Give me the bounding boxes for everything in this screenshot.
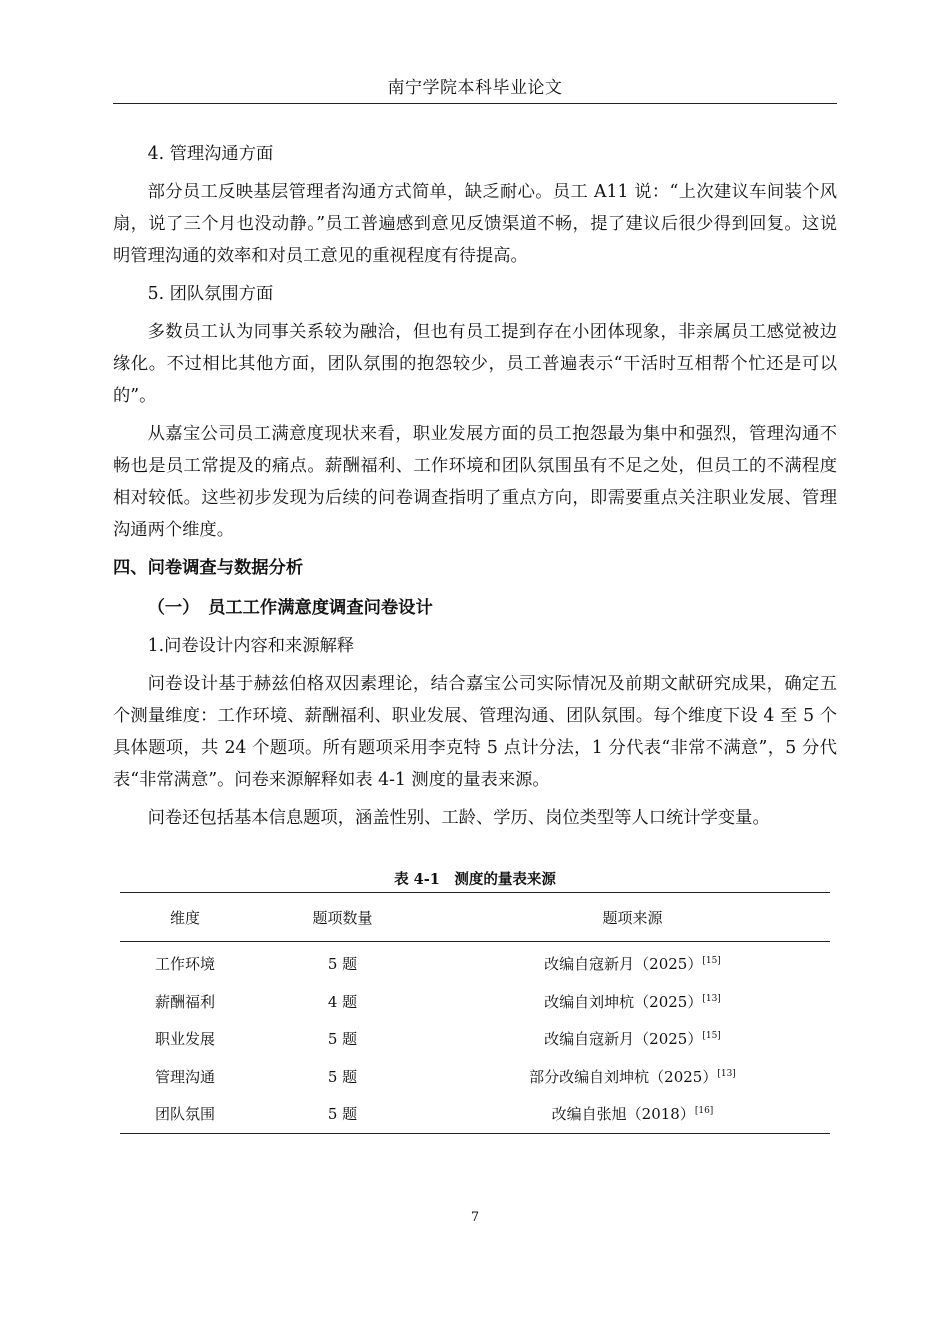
cell-dimension: 工作环境 bbox=[154, 955, 215, 974]
citation-ref: [16] bbox=[694, 1106, 714, 1117]
citation-ref: [15] bbox=[702, 956, 721, 967]
paragraph-summary: 从嘉宝公司员工满意度现状来看，职业发展方面的员工抱怨最为集中和强烈，管理沟通不畅也是员工常提及的痛点。薪酬福利、工作环境和团队氛围虽有不足之处，但员工的不满程度相对较低。这些初步发现为后续的问卷调查指明了重点方向，即需要重点关注职业发展、管理沟通两个维度。 bbox=[113, 424, 837, 540]
page-header: 南宁学院本科毕业论文 bbox=[113, 73, 837, 104]
cell-dimension: 薪酬福利 bbox=[154, 992, 215, 1011]
table-row bbox=[120, 1095, 830, 1133]
source-text: 改编自张旭（2018） bbox=[551, 1105, 695, 1124]
cell-count: 5 题 bbox=[327, 955, 358, 974]
cell-dimension: 职业发展 bbox=[154, 1030, 215, 1049]
cell-source bbox=[435, 942, 830, 983]
column-header-dimension: 维度 bbox=[169, 908, 200, 927]
cell-count: 5 题 bbox=[327, 1067, 358, 1086]
citation-ref: [15] bbox=[702, 1031, 721, 1042]
cell-source bbox=[435, 983, 830, 1021]
cell-source bbox=[435, 1020, 830, 1058]
column-header-source: 题项来源 bbox=[602, 908, 663, 927]
subsection-heading: （一） 员工工作满意度调查问卷设计 bbox=[147, 598, 433, 618]
item-heading: 1.问卷设计内容和来源解释 bbox=[147, 636, 355, 656]
cell-count: 5 题 bbox=[327, 1030, 358, 1049]
table-row bbox=[120, 1058, 830, 1096]
citation-ref: [13] bbox=[702, 993, 721, 1004]
cell-count: 5 题 bbox=[327, 1105, 358, 1124]
body-content bbox=[113, 138, 837, 840]
section-heading-5: 5. 团队氛围方面 bbox=[147, 284, 274, 304]
citation-ref: [13] bbox=[717, 1068, 736, 1079]
paragraph-design: 问卷设计基于赫兹伯格双因素理论，结合嘉宝公司实际情况及前期文献研究成果，确定五个测量维度：工作环境、薪酬福利、职业发展、管理沟通、团队氛围。每个维度下设 4 至 5 个具体题项，共 24 个题项。所有题项采用李克特 5 点计分法，1 分代表“非常不满意”，5 分代表“非常满意”。问卷来源解释如表 4-1 测度的量表来源。 bbox=[113, 674, 837, 790]
source-text: 改编自寇新月（2025） bbox=[544, 1030, 703, 1049]
section-heading-4: 4. 管理沟通方面 bbox=[147, 144, 274, 164]
cell-dimension: 管理沟通 bbox=[154, 1067, 215, 1086]
table-row bbox=[120, 942, 830, 983]
page-number: 7 bbox=[470, 1210, 480, 1225]
source-text: 部分改编自刘坤杭（2025） bbox=[529, 1067, 718, 1086]
source-text: 改编自寇新月（2025） bbox=[544, 955, 703, 974]
chapter-heading: 四、问卷调查与数据分析 bbox=[113, 558, 304, 578]
cell-source bbox=[435, 1058, 830, 1096]
table-row bbox=[120, 1020, 830, 1058]
cell-source bbox=[435, 1095, 830, 1133]
scale-source-table bbox=[120, 892, 830, 1134]
paragraph-basic-info: 问卷还包括基本信息题项，涵盖性别、工龄、学历、岗位类型等人口统计学变量。 bbox=[147, 808, 770, 828]
source-text: 改编自刘坤杭（2025） bbox=[544, 992, 703, 1011]
paragraph-team-atmosphere: 多数员工认为同事关系较为融洽，但也有员工提到存在小团体现象，非亲属员工感觉被边缘化。不过相比其他方面，团队氛围的抱怨较少，员工普遍表示“干活时互相帮个忙还是可以的”。 bbox=[113, 322, 837, 406]
paragraph-management-communication: 部分员工反映基层管理者沟通方式简单，缺乏耐心。员工 A11 说：“上次建议车间装个风扇，说了三个月也没动静。”员工普遍感到意见反馈渠道不畅，提了建议后很少得到回复。这说明管理沟通的效率和对员工意见的重视程度有待提高。 bbox=[113, 182, 837, 266]
table-header-row bbox=[120, 893, 830, 942]
cell-count: 4 题 bbox=[327, 992, 358, 1011]
table-caption: 表 4-1 测度的量表来源 bbox=[394, 871, 556, 888]
cell-dimension: 团队氛围 bbox=[154, 1105, 215, 1124]
table-row bbox=[120, 983, 830, 1021]
column-header-count: 题项数量 bbox=[312, 908, 373, 927]
